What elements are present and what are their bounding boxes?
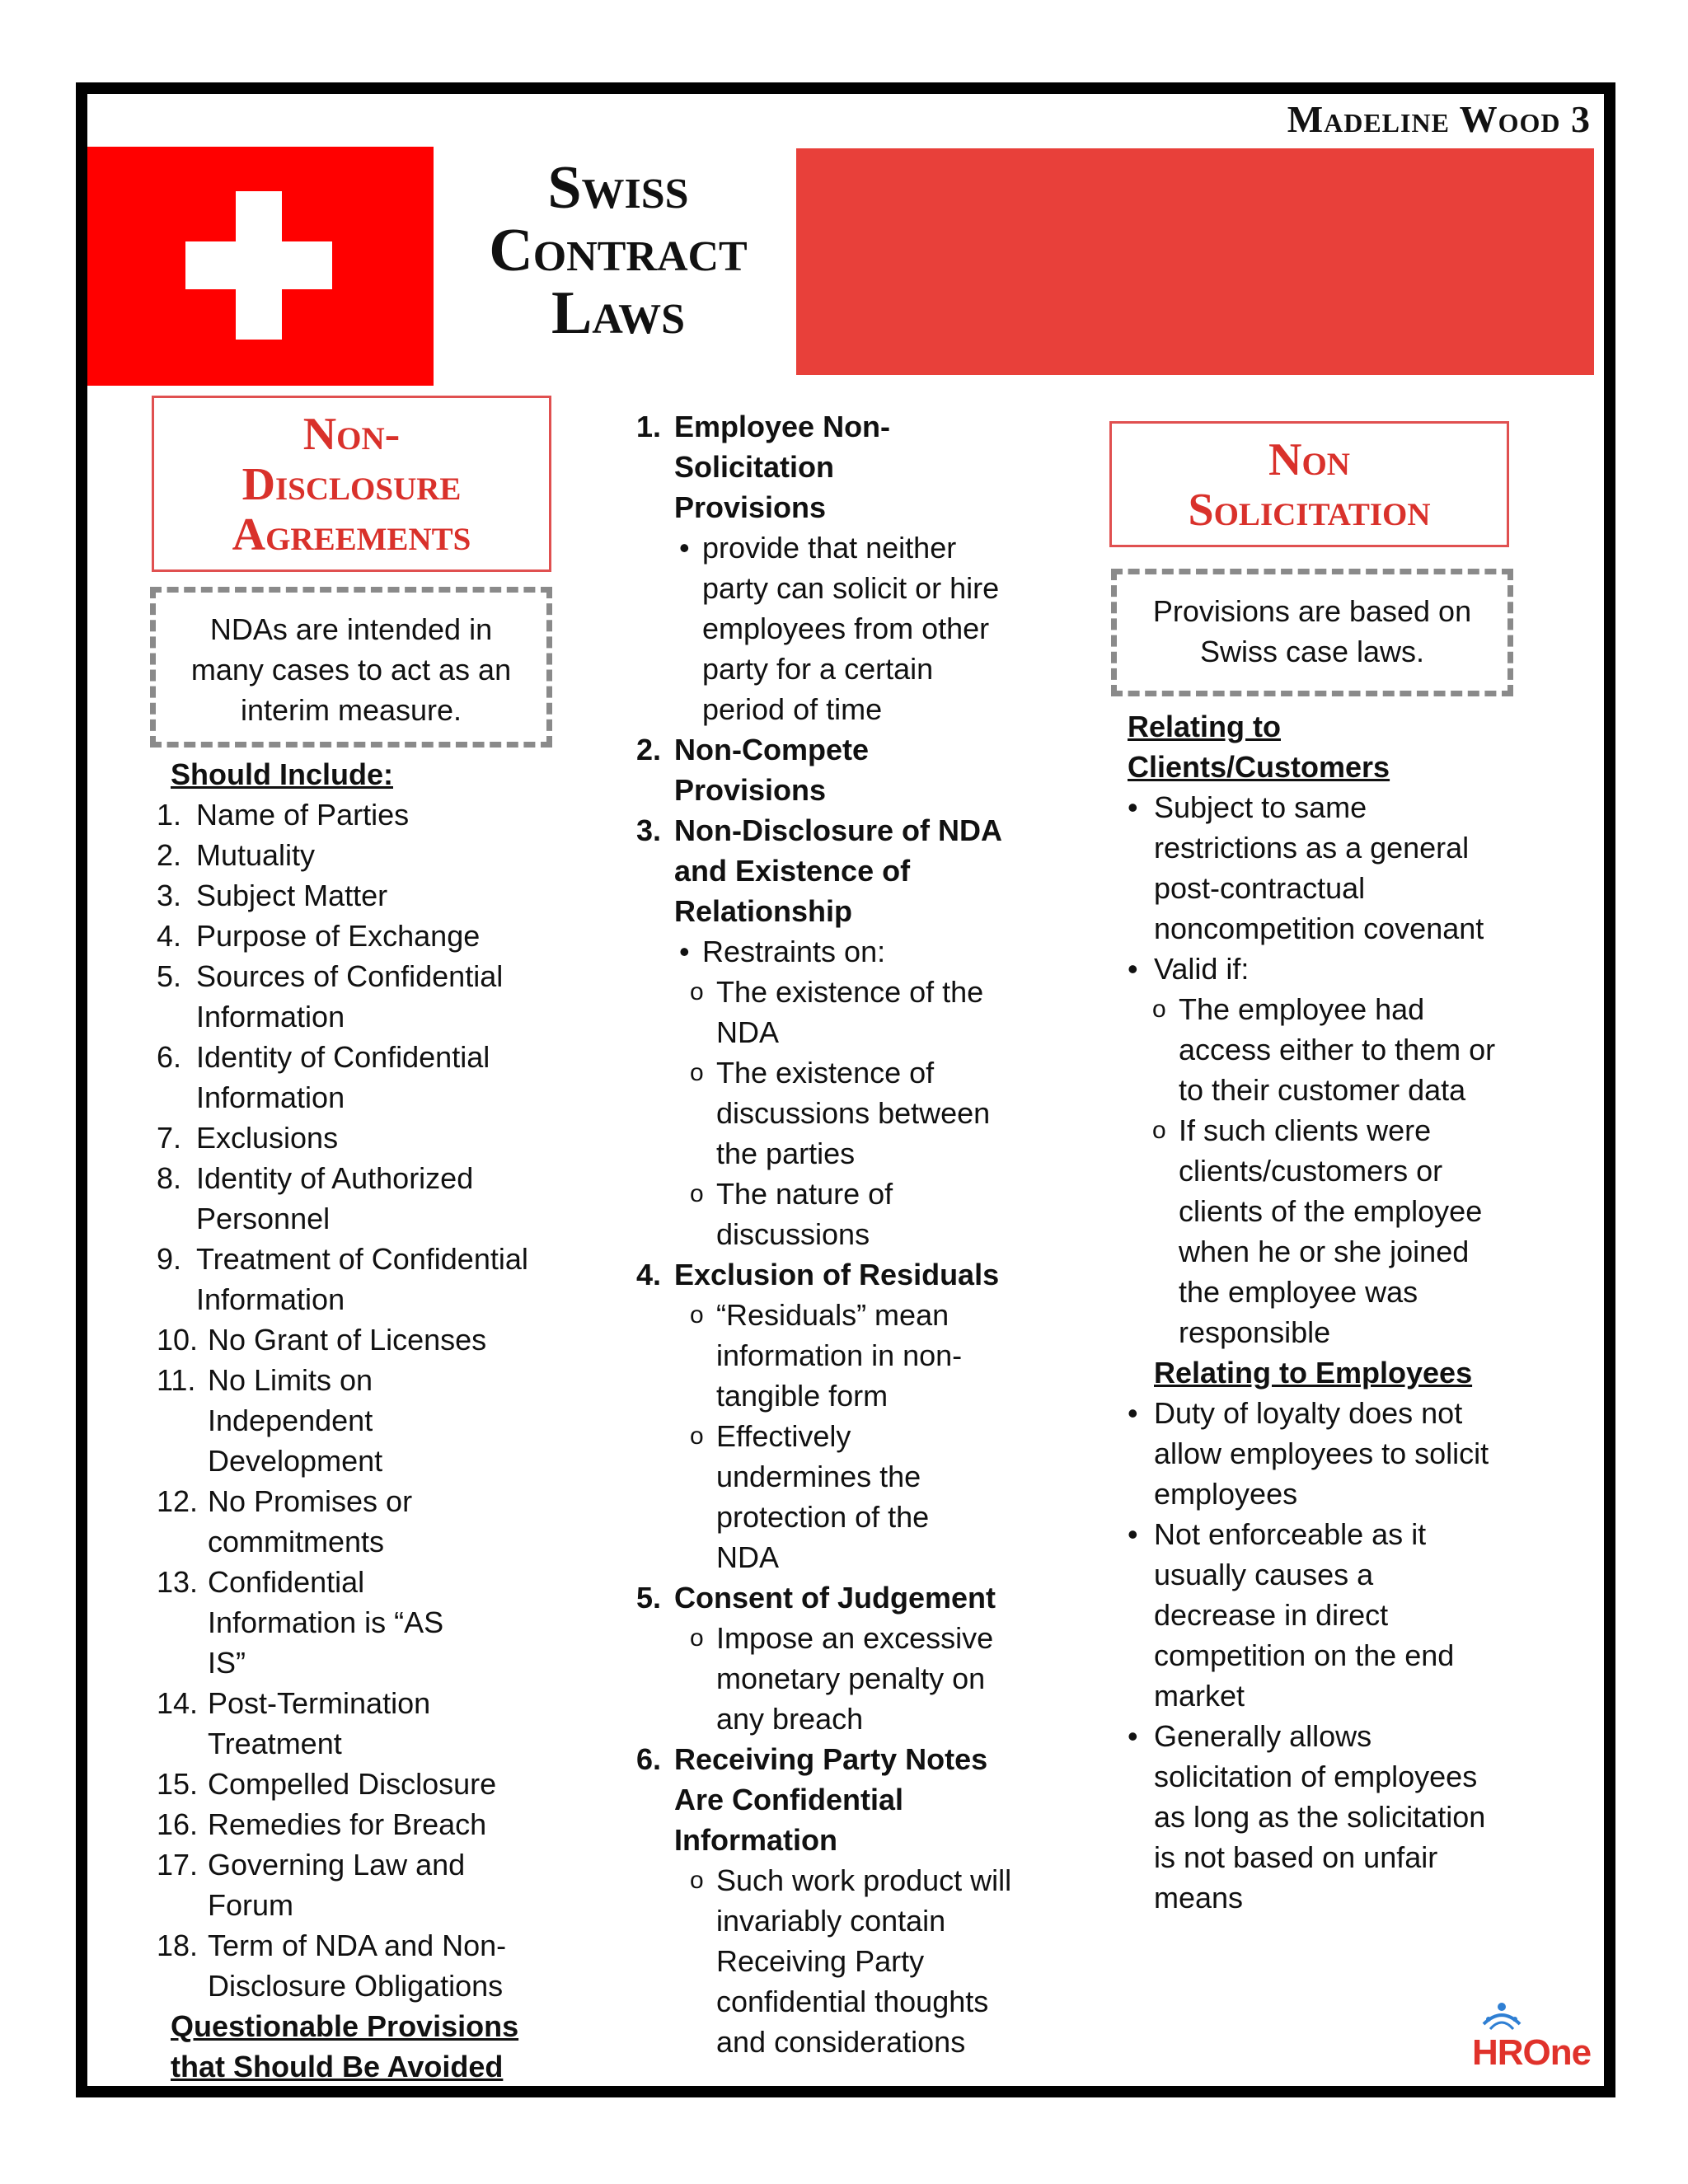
- sub-bullet-item: o The existence of discussions between the parties: [690, 1056, 991, 1170]
- bullet-item: • Duty of loyalty does not allow employees to solicit employees: [1128, 1396, 1489, 1511]
- list-item: 17. Governing Law and Forum: [157, 1848, 466, 1922]
- title-line: Swiss: [547, 154, 689, 222]
- bullet-item: • Generally allows solicitation of employees as long as the solicitation is not based on unfair means: [1128, 1719, 1486, 1915]
- nda-heading-line: Non-: [302, 409, 401, 460]
- list-item: 14. Post-Termination Treatment: [157, 1686, 431, 1760]
- ns-heading-line: Non: [1268, 434, 1350, 485]
- flag-cross-horizontal: [185, 241, 332, 289]
- red-banner: [796, 148, 1594, 375]
- should-include-heading: Should Include:: [171, 757, 393, 791]
- page-title: [445, 154, 791, 347]
- list-item: 12. No Promises or commitments: [157, 1484, 413, 1558]
- sub-bullet-item: o Effectively undermines the protection of the NDA: [690, 1419, 930, 1574]
- list-item: 3. Subject Matter: [157, 879, 388, 912]
- sub-bullet-item: o “Residuals” mean information in non-tangible form: [690, 1298, 963, 1413]
- clients-heading: Relating to Clients/Customers: [1128, 710, 1390, 784]
- title-line: Contract: [489, 217, 748, 284]
- non-solicitation-note: Provisions are based on Swiss case laws.: [1111, 569, 1513, 696]
- provision-item: 5. Consent of Judgement: [636, 1581, 996, 1615]
- list-item: 15. Compelled Disclosure: [157, 1767, 497, 1801]
- logo-text: HROne: [1472, 2032, 1592, 2073]
- list-item: 6. Identity of Confidential Information: [157, 1040, 490, 1114]
- questionable-heading: Questionable Provisions that Should Be Avoided: [171, 2009, 519, 2083]
- list-item: 16. Remedies for Breach: [157, 1807, 487, 1841]
- nda-heading-line: Agreements: [232, 509, 471, 560]
- ns-heading-line: Solicitation: [1188, 485, 1431, 536]
- provision-item: 6. Receiving Party Notes Are Confidential Information: [636, 1742, 988, 1857]
- sub-bullet-item: o Such work product will invariably contain Receiving Party confidential thoughts and considerations: [690, 1863, 1012, 2059]
- title-line: Laws: [551, 279, 686, 347]
- list-item: 2. Mutuality: [157, 838, 316, 872]
- sub-bullet-item: o If such clients were clients/customers or clients of the employee when he or she joined the employee was responsible: [1152, 1113, 1483, 1349]
- bullet-item: • Not enforceable as it usually causes a decrease in direct competition on the end market: [1128, 1517, 1455, 1713]
- nda-column: [157, 754, 552, 2087]
- nda-heading-line: Disclosure: [241, 459, 462, 510]
- list-item: 11. No Limits on Independent Development: [157, 1363, 383, 1478]
- author-label: Madeline Wood 3: [1287, 98, 1591, 140]
- sub-bullet-item: o The nature of discussions: [690, 1177, 893, 1251]
- provisions-column: [636, 406, 1024, 2062]
- provision-item: 3. Non-Disclosure of NDA and Existence of Relationship: [636, 813, 1001, 928]
- provision-item: 4. Exclusion of Residuals: [636, 1258, 1000, 1291]
- hrone-logo: [1472, 1999, 1596, 2082]
- nda-heading: [152, 396, 551, 572]
- swiss-flag: [87, 147, 434, 386]
- list-item: 10. No Grant of Licenses: [157, 1323, 487, 1357]
- list-item: 9. Treatment of Confidential Information: [157, 1242, 528, 1316]
- provision-item: 2. Non-Compete Provisions: [636, 733, 869, 807]
- bullet-item: • Valid if:: [1128, 952, 1250, 986]
- sub-bullet-item: o The employee had access either to them or to their customer data: [1152, 992, 1496, 1107]
- provision-item: 1. Employee Non-Solicitation Provisions: [636, 410, 891, 524]
- non-solicitation-heading: [1109, 421, 1509, 547]
- non-solicitation-column: [1128, 706, 1498, 1918]
- list-item: 1. Name of Parties: [157, 798, 410, 832]
- list-item: 4. Purpose of Exchange: [157, 919, 481, 953]
- list-item: 13. Confidential Information is “AS IS”: [157, 1565, 444, 1680]
- bullet-item: • Subject to same restrictions as a general post-contractual noncompetition covenant: [1128, 790, 1484, 945]
- list-item: 5. Sources of Confidential Information: [157, 959, 504, 1033]
- list-item: 18. Term of NDA and Non-Disclosure Obligations: [157, 1929, 507, 2003]
- nda-note: NDAs are intended in many cases to act as an interim measure.: [150, 587, 552, 748]
- sub-bullet-item: o Impose an excessive monetary penalty on any breach: [690, 1621, 994, 1736]
- list-item: 7. Exclusions: [157, 1121, 339, 1155]
- nda-list: [157, 794, 552, 2006]
- bullet-item: • Restraints on:: [679, 935, 886, 968]
- employees-heading: Relating to Employees: [1154, 1356, 1473, 1390]
- list-item: 8. Identity of Authorized Personnel: [157, 1161, 474, 1235]
- bullet-item: • provide that neither party can solicit or hire employees from other party for a certain period of time: [679, 531, 1000, 726]
- sub-bullet-item: o The existence of the NDA: [690, 975, 984, 1049]
